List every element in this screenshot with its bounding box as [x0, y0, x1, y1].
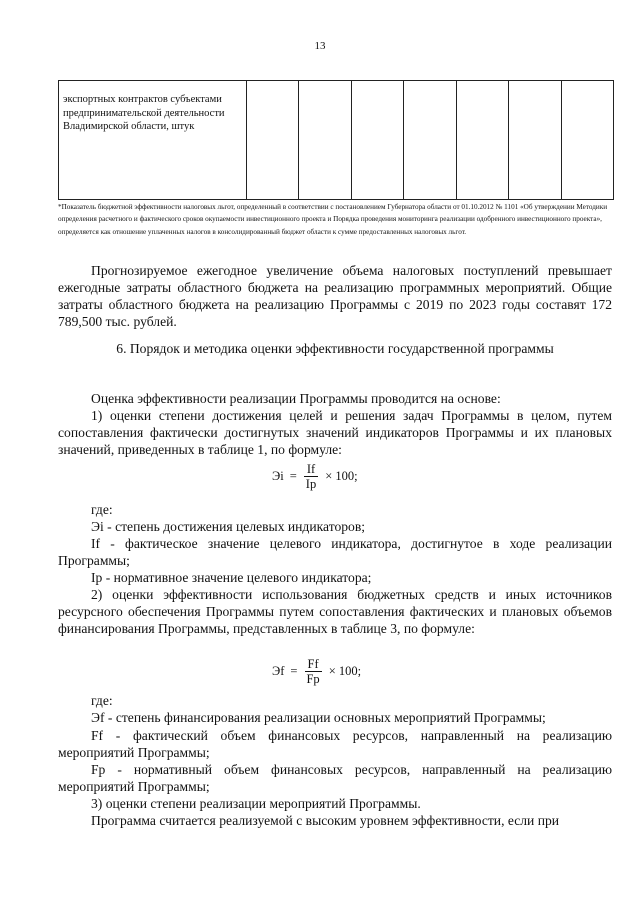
definition-ef: Эf - степень финансирования реализации основных мероприятий Программы; — [91, 710, 546, 725]
formula-2-eq: = — [290, 664, 298, 678]
formula-1-lhs: Эi — [272, 469, 284, 483]
formula-1-tail: × 100; — [325, 469, 358, 483]
definition-fp: Fp - нормативный объем финансовых ресурсов, направленный на реализацию мероприятий Программы; — [58, 762, 612, 794]
item-1: 1) оценки степени достижения целей и решения задач Программы в целом, путем сопоставления фактически достигнутых значений индикаторов Программы и их плановых значений, приведенных в таблице 1, по формуле: — [58, 408, 612, 457]
formula-2-numerator: Ff — [305, 657, 322, 672]
item-3: 3) оценки степени реализации мероприятий Программы. — [91, 796, 421, 811]
section-heading: 6. Порядок и методика оценки эффективности государственной программы — [116, 341, 554, 356]
continued-table — [58, 80, 614, 200]
paragraph-forecast: Прогнозируемое ежегодное увеличение объема налоговых поступлений превышает ежегодные затраты областного бюджета на реализацию программных мероприятий. Общие затраты областного бюджета на реализацию Программы с 2019 по 2023 годы составят 172 789,500 тыс. рублей. — [58, 263, 612, 329]
table-cell-empty — [351, 81, 403, 200]
formula-2-tail: × 100; — [328, 664, 362, 678]
table-cell-label — [59, 81, 247, 200]
formula-2 — [272, 657, 361, 686]
footnote: *Показатель бюджетной эффективности налоговых льгот, определенный в соответствии с постановлением Губернатора области от 01.10.2012 № 1101 «Об утверждении Методики определения расчетного и фактического сроков окупаемости инвестиционного проекта и Порядка проведения мониторинга реализации одобренного инвестиционного проекта», определяется как отношение уплаченных налогов в консолидированный бюджет области к сумме предоставленных налоговых льгот. — [58, 203, 608, 236]
where-1: где: — [91, 502, 113, 517]
formula-1-fraction — [303, 462, 319, 491]
formula-2-lhs: Эf — [272, 664, 285, 678]
table-cell-empty — [509, 81, 561, 200]
table-cell-empty — [299, 81, 351, 200]
final-paragraph: Программа считается реализуемой с высоким уровнем эффективности, если при — [91, 813, 560, 828]
formula-1-numerator: If — [304, 462, 318, 477]
definition-ei: Эi - степень достижения целевых индикаторов; — [91, 519, 366, 534]
formula-1 — [272, 462, 358, 491]
definition-ff: Ff - фактический объем финансовых ресурсов, направленный на реализацию мероприятий Программы; — [58, 728, 612, 760]
table-cell-empty — [247, 81, 299, 200]
definition-if: If - фактическое значение целевого индикатора, достигнутое в ходе реализации Программы; — [58, 536, 612, 568]
formula-1-eq: = — [289, 469, 297, 483]
definition-ip: Ip - нормативное значение целевого индикатора; — [91, 570, 372, 585]
item-2: 2) оценки эффективности использования бюджетных средств и иных источников ресурсного обеспечения Программы путем сопоставления фактических и плановых объемов финансирования Программы, представленных в таблице 3, по формуле: — [58, 587, 612, 636]
formula-1-denominator: Ip — [305, 477, 317, 491]
intro-text: Оценка эффективности реализации Программы проводится на основе: — [91, 391, 501, 406]
table-cell-empty — [456, 81, 508, 200]
where-2: где: — [91, 693, 113, 708]
table-cell-empty — [561, 81, 613, 200]
table-row — [59, 81, 614, 200]
table-cell-empty — [404, 81, 456, 200]
page-number: 13 — [314, 40, 326, 52]
formula-2-denominator: Fp — [306, 672, 320, 686]
formula-2-fraction — [303, 657, 322, 686]
row-label-text: экспортных контрактов субъектами предпринимательской деятельности Владимирской области, штук — [63, 94, 225, 132]
